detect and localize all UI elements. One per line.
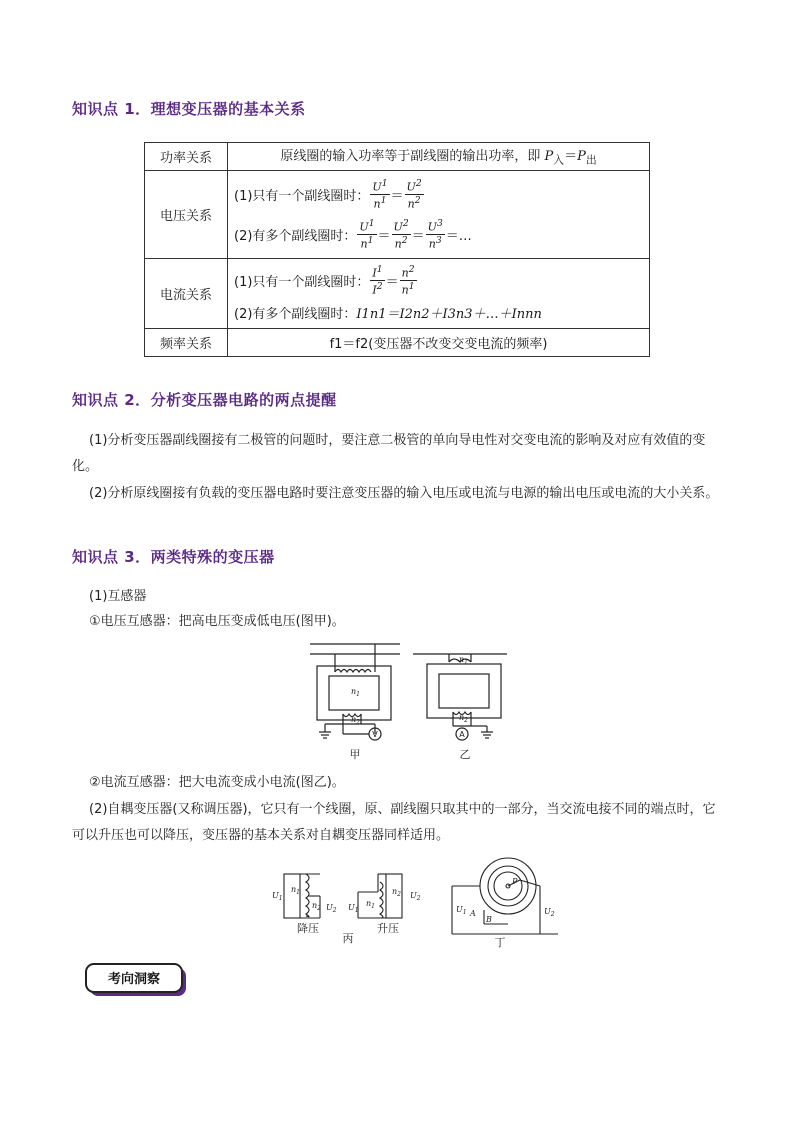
label-A-ding: A [470,909,476,918]
table-row [145,171,650,259]
section-3-heading: 知识点 3．两类特殊的变压器 [72,548,275,566]
ammeter-symbol: A [459,730,465,739]
label-U2-up: $U_2$ [410,891,421,902]
row-label-power: 功率关系 [145,143,228,171]
caption-step-up: 升压 [377,922,399,935]
row-label-current: 电流关系 [145,259,228,329]
autotransformer-text: (2)自耦变压器(又称调压器)，它只有一个线圈，原、副线圈只取其中的一部分，当交流电接不同的端点时，它可以升压也可以降压，变压器的基本关系对自耦变压器同样适用。 [72,802,716,843]
caption-yi: 乙 [459,748,471,761]
row-label-voltage: 电压关系 [145,171,228,259]
current-transformer-text: ②电流互感器：把大电流变成小电流(图乙)。 [89,775,345,790]
voltmeter-symbol: V [372,730,378,739]
label-U1-up: $U_1$ [348,903,359,914]
voltage-relation-cell: (1)只有一个副线圈时： $\frac{U^1}{n^1}$ ＝ $\frac{U^2}{n^2}$ (2)有多个副线圈时： $\frac{U^1}{n^1}$ ＝ $\frac{U^2}{n^2}$ ＝ $\frac{U^3}{n^3}$ ＝… [228,171,650,259]
frequency-relation-text: f1＝f2(变压器不改变交变电流的频率) [228,329,650,357]
label-n2-yi: $n_2$ [459,713,468,724]
caption-ding: 丁 [494,936,506,948]
table-row [145,143,650,171]
label-n2-down: $n_2$ [312,901,321,912]
mutual-inductor-title: (1)互感器 [89,589,147,604]
current-relation-cell: (1)只有一个副线圈时： $\frac{I^1}{I^2}$ ＝ $\frac{n^2}{n^1}$ (2)有多个副线圈时： I1n1＝I2n2＋I3n3＋…＋Innn [228,259,650,329]
label-U1-down: $U_1$ [272,891,283,902]
badge-label: 考向洞察 [107,972,161,987]
caption-jia: 甲 [349,748,361,761]
table-row [145,329,650,357]
section-1-heading: 知识点 1．理想变压器的基本关系 [72,100,306,118]
caption-step-down: 降压 [297,922,319,935]
row-label-frequency: 频率关系 [145,329,228,357]
label-n1-jia: $n_1$ [351,687,360,698]
section-2-heading: 知识点 2．分析变压器电路的两点提醒 [72,391,337,409]
voltage-case-2: (2)有多个副线圈时： [234,229,357,244]
label-U2-ding: $U_2$ [544,907,555,918]
label-n1-yi: $n_1$ [459,655,468,666]
label-n2-jia: $n_2$ [351,715,360,726]
voltage-case-1: (1)只有一个副线圈时： [234,189,370,204]
section-2-paragraph-1: (1)分析变压器副线圈接有二极管的问题时，要注意二极管的单向导电性对交变电流的影响及对应有效值的变化。 [72,433,706,474]
instrument-transformer-figure [305,638,515,762]
exam-direction-badge [84,962,188,998]
table-row [145,259,650,329]
label-U2-down: $U_2$ [326,903,337,914]
label-P-ding: P [512,877,518,886]
current-multi-equation: I1n1＝I2n2＋I3n3＋…＋Innn [356,307,542,322]
current-case-1: (1)只有一个副线圈时： [234,275,370,290]
label-n1-down: $n_1$ [291,885,300,896]
caption-bing: 丙 [342,932,354,945]
current-case-2: (2)有多个副线圈时： [234,307,357,322]
label-n1-up: $n_1$ [366,899,375,910]
voltage-transformer-text: ①电压互感器：把高电压变成低电压(图甲)。 [89,614,345,629]
label-n2-up: $n_2$ [392,887,401,898]
label-U1-ding: $U_1$ [456,905,467,916]
label-B-ding: B [486,915,492,924]
transformer-relations-table [144,142,650,357]
power-relation-text: 原线圈的输入功率等于副线圈的输出功率，即 $P_入=P_出$ [228,143,650,171]
section-2-paragraph-2: (2)分析原线圈接有负载的变压器电路时要注意变压器的输入电压或电流与电源的输出电压或电流的大小关系。 [89,486,719,501]
autotransformer-figure [268,852,558,948]
